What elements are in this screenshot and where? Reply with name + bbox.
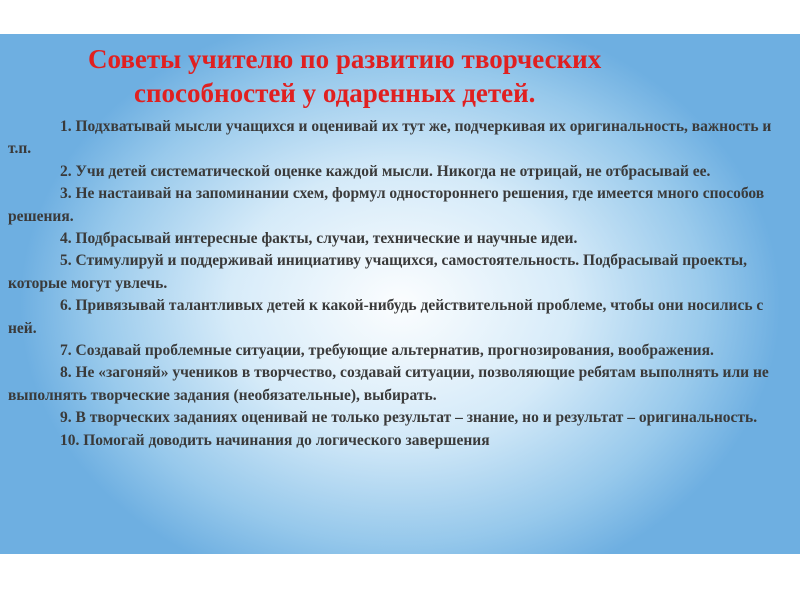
slide	[0, 34, 800, 554]
slide-title	[0, 42, 800, 110]
slide-title-line-1: Советы учителю по развитию творческих	[88, 44, 602, 74]
tip-item-2: 2. Учи детей систематической оценке каждой мысли. Никогда не отрицай, не отбрасывай ее.	[60, 162, 711, 180]
slide-title-line-2: способностей у одаренных детей.	[134, 78, 536, 108]
tip-item-8: 8. Не «загоняй» учеников в творчество, создавай ситуации, позволяющие ребятам выполнять или не выполнять творческие задания (необязательные), выбирать.	[8, 364, 769, 404]
tip-item-10: 10. Помогай доводить начинания до логического завершения	[60, 431, 490, 449]
tip-item-7: 7. Создавай проблемные ситуации, требующие альтернатив, прогнозирования, воображения.	[60, 342, 714, 360]
tip-item-5: 5. Стимулируй и поддерживай инициативу учащихся, самостоятельность. Подбрасывай проекты, которые могут увлечь.	[8, 252, 747, 292]
tip-item-1: 1. Подхватывай мысли учащихся и оценивай их тут же, подчеркивая их оригинальность, важность и т.п.	[8, 118, 772, 158]
tip-item-9: 9. В творческих заданиях оценивай не только результат – знание, но и результат – оригинальность.	[60, 409, 758, 427]
tip-item-3: 3. Не настаивай на запоминании схем, формул одностороннего решения, где имеется много способов решения.	[8, 185, 765, 225]
tips-list	[8, 116, 778, 452]
tip-item-4: 4. Подбрасывай интересные факты, случаи, технические и научные идеи.	[60, 230, 578, 248]
tip-item-6: 6. Привязывай талантливых детей к какой-нибудь действительной проблеме, чтобы они носились с ней.	[8, 297, 764, 337]
